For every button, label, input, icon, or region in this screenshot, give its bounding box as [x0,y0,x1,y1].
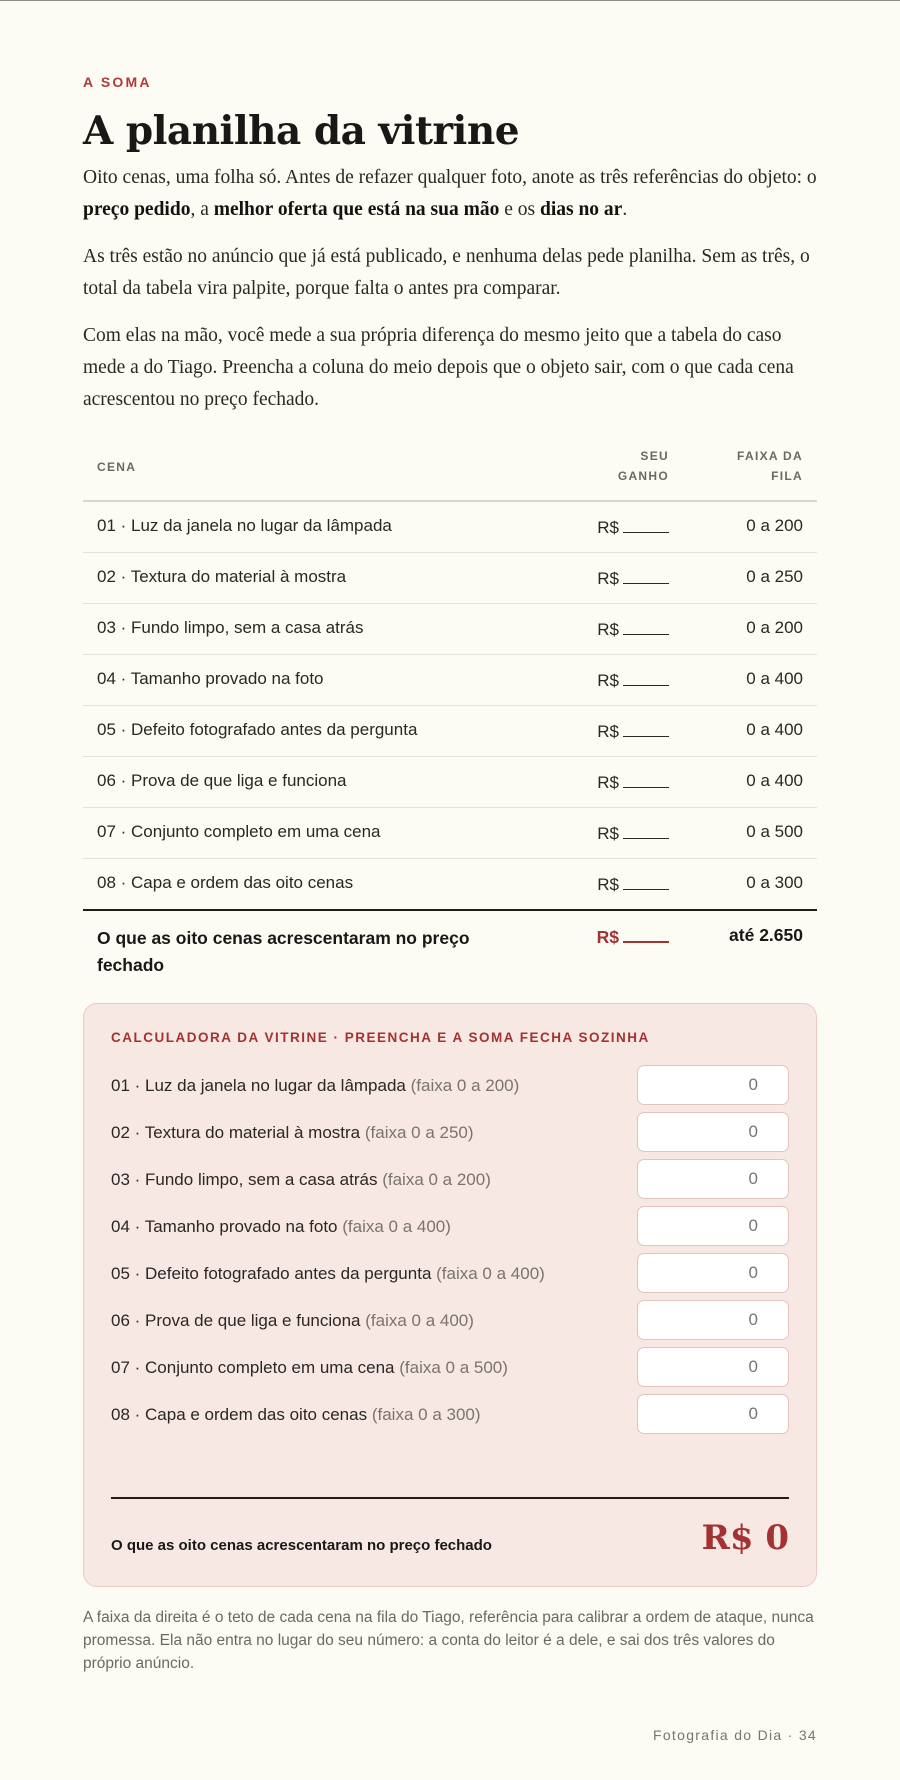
header-faixa-line2: FILA [771,469,803,483]
calculator-row [111,1300,789,1342]
calculator-row [111,1253,789,1295]
bold-term-oferta: melhor oferta que está na sua mão [213,199,500,220]
calculator-scene: 02 · Textura do material à mostra [111,1123,361,1142]
intro-text: . [622,199,628,220]
calculator-range: (faixa 0 a 400) [365,1311,474,1330]
calculator-range: (faixa 0 a 250) [364,1123,474,1142]
scene-table [83,442,817,991]
header-ganho-line2: GANHO [617,469,669,483]
header-ganho [589,446,669,486]
total-blank-line [623,925,669,943]
row-ganho [597,771,669,793]
table-row [83,604,817,655]
section-kicker: A SOMA [83,74,152,90]
header-faixa-line1: FAIXA DA [737,449,803,463]
total-label: O que as oito cenas acrescentaram no preço fechado [97,928,470,975]
calculator-scene: 07 · Conjunto completo em uma cena [111,1358,395,1377]
calculator-row-label [111,1123,474,1143]
row-cena: 07 · Conjunto completo em uma cena [97,822,381,841]
calculator-row-label [111,1264,545,1284]
calculator-scene: 08 · Capa e ordem das oito cenas [111,1405,368,1424]
table-header [83,442,817,502]
row-ganho [597,618,669,640]
calculator-total-value: R$ 0 [701,1518,789,1558]
header-faixa [703,446,803,486]
row-blank-line [623,720,669,737]
row-faixa: 0 a 500 [746,822,803,841]
row-cena: 02 · Textura do material à mostra [97,567,347,586]
row-faixa: 0 a 200 [746,516,803,535]
calculator-range: (faixa 0 a 200) [410,1076,520,1095]
row-faixa: 0 a 400 [746,669,803,688]
calculator-row [111,1112,789,1154]
row-blank-line [623,567,669,584]
header-ganho-line1: SEU [640,449,669,463]
row-currency: R$ [597,875,619,894]
calculator-row-label [111,1311,474,1331]
row-ganho [597,669,669,691]
row-faixa: 0 a 250 [746,567,803,586]
calculator-total-label: O que as oito cenas acrescentaram no preço fechado [111,1537,492,1554]
calculator-row-label [111,1358,508,1378]
row-currency: R$ [597,773,619,792]
calculator-scene: 06 · Prova de que liga e funciona [111,1311,361,1330]
calculator-scene: 04 · Tamanho provado na foto [111,1217,338,1236]
row-ganho [597,873,669,895]
row-currency: R$ [597,569,619,588]
calculator-value-input[interactable] [637,1347,789,1387]
intro-text: e os [499,199,540,220]
row-faixa: 0 a 400 [746,720,803,739]
table-row [83,757,817,808]
row-faixa: 0 a 300 [746,873,803,892]
intro-paragraph-2: As três estão no anúncio que já está publicado, e nenhuma delas pede planilha. Sem as três, o total da tabela vira palpite, porque falta o antes pra comparar. [83,246,810,299]
calculator-row [111,1065,789,1107]
calculator-row-label [111,1217,451,1237]
row-cena: 05 · Defeito fotografado antes da pergunta [97,720,418,739]
calculator-scene: 01 · Luz da janela no lugar da lâmpada [111,1076,406,1095]
row-faixa: 0 a 400 [746,771,803,790]
footnote: A faixa da direita é o teto de cada cena na fila do Tiago, referência para calibrar a ordem de ataque, nunca promessa. Ela não entra no lugar do seu número: a conta do leitor é a dele, e sai dos três valores do próprio anúncio. [83,1609,814,1672]
calculator-row [111,1347,789,1389]
calculator-range: (faixa 0 a 400) [342,1217,451,1236]
row-cena: 06 · Prova de que liga e funciona [97,771,347,790]
calculator-row-label [111,1170,491,1190]
intro-text: , a [190,199,214,220]
page-title: A planilha da vitrine [83,108,520,154]
table-row [83,553,817,604]
total-currency: R$ [596,927,619,947]
row-currency: R$ [597,824,619,843]
vitrine-calculator [83,1003,817,1587]
table-row [83,706,817,757]
top-rule [0,0,900,1]
table-row [83,502,817,553]
calculator-divider [111,1497,789,1499]
calculator-value-input[interactable] [637,1206,789,1246]
intro-text: Oito cenas, uma folha só. Antes de refazer qualquer foto, anote as três referências do objeto: o [83,167,817,188]
calculator-row [111,1394,789,1436]
calculator-row-label [111,1405,481,1425]
table-row [83,808,817,859]
row-ganho [597,720,669,742]
row-blank-line [623,516,669,533]
calculator-value-input[interactable] [637,1065,789,1105]
row-cena: 04 · Tamanho provado na foto [97,669,324,688]
running-footer: Fotografia do Dia · 34 [652,1727,817,1743]
row-blank-line [623,669,669,686]
row-currency: R$ [597,518,619,537]
row-faixa: 0 a 200 [746,618,803,637]
calculator-value-input[interactable] [637,1253,789,1293]
row-ganho [597,822,669,844]
calculator-scene: 05 · Defeito fotografado antes da pergunta [111,1264,432,1283]
calculator-value-input[interactable] [637,1159,789,1199]
bold-term-preco: preço pedido [83,199,191,220]
calculator-row [111,1206,789,1248]
intro-paragraph-1 [83,162,817,226]
calculator-range: (faixa 0 a 300) [371,1405,481,1424]
calculator-range: (faixa 0 a 200) [382,1170,491,1189]
table-row [83,655,817,706]
calculator-range: (faixa 0 a 400) [436,1264,545,1283]
table-total-row [83,909,817,991]
row-currency: R$ [597,620,619,639]
row-blank-line [623,618,669,635]
calculator-value-input[interactable] [637,1112,789,1152]
calculator-range: (faixa 0 a 500) [399,1358,508,1377]
total-ganho [597,925,669,948]
row-cena: 01 · Luz da janela no lugar da lâmpada [97,516,392,535]
calculator-scene: 03 · Fundo limpo, sem a casa atrás [111,1170,378,1189]
row-blank-line [623,873,669,890]
total-faixa: até 2.650 [729,925,803,945]
intro-paragraph-3: Com elas na mão, você mede a sua própria diferença do mesmo jeito que a tabela do caso mede a do Tiago. Preencha a coluna do meio depois que o objeto sair, com o que cada cena acrescentou no preço fechado. [83,325,794,410]
table-row [83,859,817,909]
calculator-value-input[interactable] [637,1394,789,1434]
row-ganho [597,567,669,589]
row-currency: R$ [597,671,619,690]
row-blank-line [623,771,669,788]
row-currency: R$ [597,722,619,741]
calculator-row [111,1159,789,1201]
row-cena: 03 · Fundo limpo, sem a casa atrás [97,618,364,637]
table-body [83,502,817,909]
bold-term-dias: dias no ar [539,199,623,220]
row-cena: 08 · Capa e ordem das oito cenas [97,873,354,892]
row-ganho [597,516,669,538]
header-cena: CENA [97,460,137,474]
calculator-header: CALCULADORA DA VITRINE · PREENCHA E A SOMA FECHA SOZINHA [111,1030,650,1045]
calculator-value-input[interactable] [637,1300,789,1340]
row-blank-line [623,822,669,839]
calculator-row-label [111,1076,519,1096]
